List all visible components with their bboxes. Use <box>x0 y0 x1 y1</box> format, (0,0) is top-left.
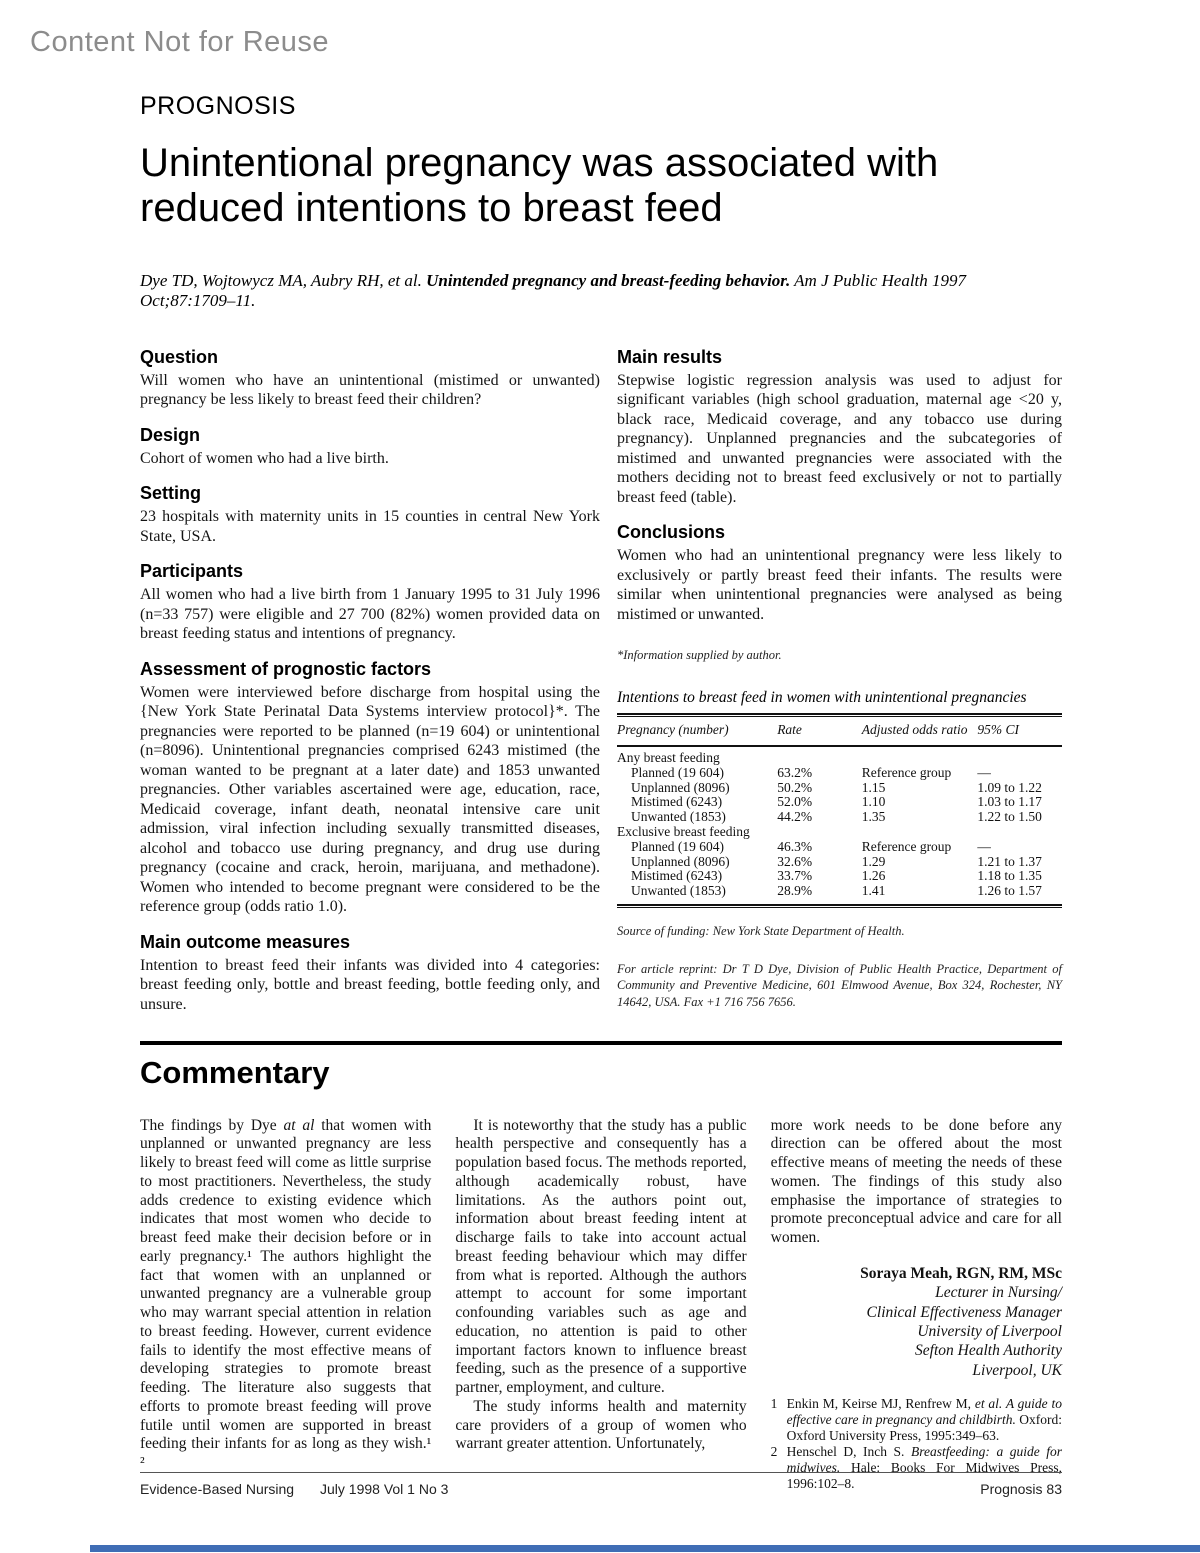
abstract-right-column <box>617 347 1062 1015</box>
cell-ci: 1.09 to 1.22 <box>977 779 1042 795</box>
cell-ci: 1.18 to 1.35 <box>977 868 1042 884</box>
results-body: Stepwise logistic regression analysis was used to adjust for significant variables (high school graduation, maternal age <20 y, black race, Medicaid coverage, and any tobacco use during pregnancy). Unplanned pregnancies and the subcategories of mistimed and unwanted pregnancies were associated with the mothers deciding not to breast feed exclusively or not to partially breast feed (table). <box>617 371 1062 506</box>
commentary-italic: at al <box>283 1116 315 1134</box>
reference-title-italic: et al. A guide to effective care in pregnancy and childbirth. <box>786 1396 1062 1428</box>
reference-publisher: Hale: Books For Midwives Press, 1996:102–8. <box>786 1459 1062 1491</box>
commentary-columns <box>140 1117 1062 1492</box>
results-heading: Main results <box>617 346 723 367</box>
commentary-author-block <box>771 1264 1062 1380</box>
table-row <box>617 884 1062 899</box>
table-bottom-rule <box>617 904 1062 908</box>
group-label: Any breast feeding <box>617 746 1062 766</box>
citation-journal: Am J Public Health 1997 Oct;87:1709–11. <box>140 270 967 310</box>
cell-odds: Reference group <box>861 838 952 854</box>
outcome-body: Intention to breast feed their infants was divided into 4 categories: breast feeding only, bottle and breast feeding, bottle feeding only, and unsure. <box>140 956 600 1013</box>
conclusions-body: Women who had an unintentional pregnancy were less likely to exclusively or partly breast feed their infants. The results were similar when unintentional pregnancies were analysed as being mistimed or unwanted. <box>617 547 1062 623</box>
table-header-row <box>617 717 1062 746</box>
cell-rate: 28.9% <box>777 883 813 899</box>
group-label-row <box>617 746 1062 766</box>
table-row <box>617 766 1062 781</box>
cell-rate: 52.0% <box>777 794 813 810</box>
table-row <box>617 855 1062 870</box>
author-name: Soraya Meah, RGN, RM, MSc <box>860 1264 1062 1282</box>
setting-heading: Setting <box>140 483 201 504</box>
commentary-text: The findings by Dye <box>140 1116 284 1134</box>
reference-authors: Henschel D, Inch S. <box>786 1443 911 1459</box>
article <box>140 92 1062 1492</box>
commentary-section <box>140 1041 1062 1492</box>
cell-rate: 46.3% <box>777 838 813 854</box>
commentary-paragraph: It is noteworthy that the study has a public health perspective and consequently has a population based focus. The methods reported, although academically robust, have limitations. As the authors point out, information about breast feeding intent at discharge fails to take into account actual breast feeding behaviour which may differ from what is reported. Although the authors attempt to account for some important confounding variables such as age and education, no attention is paid to other important factors known to influence breast feeding, such as the presence of a supportive partner, employment, and culture. <box>455 1116 747 1397</box>
commentary-heading: Commentary <box>140 1054 330 1090</box>
author-affiliation: University of Liverpool <box>917 1322 1062 1340</box>
reference-title-italic: Breastfeeding: a guide for midwives. <box>786 1443 1062 1475</box>
cell-pregnancy: Unplanned (8096) <box>631 853 730 869</box>
table-body <box>617 746 1062 899</box>
commentary-paragraph: more work needs to be done before any direction can be offered about the most effective means of meeting the needs of these women. The findings of this study also emphasise the importance of strategies to promote preconceptual advice and care for all women. <box>770 1116 1062 1247</box>
cell-pregnancy: Planned (19 604) <box>631 764 724 780</box>
author-footnote: *Information supplied by author. <box>617 648 782 663</box>
participants-body: All women who had a live birth from 1 January 1995 to 31 July 1996 (n=33 757) were eligible and 27 700 (82%) women provided data on breast feeding status and intentions of pregnancy. <box>140 586 600 643</box>
section-kicker: PROGNOSIS <box>140 92 296 120</box>
cell-ci: — <box>977 838 991 854</box>
design-heading: Design <box>140 424 201 445</box>
cell-pregnancy: Unwanted (1853) <box>631 883 726 899</box>
cell-rate: 44.2% <box>777 809 813 825</box>
outcome-heading: Main outcome measures <box>140 931 351 952</box>
cell-ci: 1.26 to 1.57 <box>977 883 1042 899</box>
participants-heading: Participants <box>140 561 244 582</box>
table-row <box>617 795 1062 810</box>
commentary-column-1 <box>140 1117 431 1492</box>
conclusions-heading: Conclusions <box>617 522 726 543</box>
citation-article-title: Unintended pregnancy and breast-feeding behavior. <box>426 270 791 290</box>
author-affiliation: Sefton Health Authority <box>915 1342 1062 1360</box>
cell-rate: 63.2% <box>777 764 813 780</box>
assessment-body: Women were interviewed before discharge from hospital using the {New York State Perinatal Data Systems interview protocol}*. The pregnancies were reported to be planned (n=19 604) or unintentional (n=8096). Unintentional pregnancies comprised 6243 mistimed (the woman wanted to be pregnant at a later date) and 1853 unwanted pregnancies. Other variables ascertained were age, education, race, Medicaid coverage, infant death, neonatal intensive care unit admission, viral infection including sexually transmitted diseases, alcohol and tobacco use during pregnancy, and drug use during pregnancy (cocaine and crack, heroin, marijuana, and methadone). Women who intended to become pregnant were considered to be the reference group (odds ratio 1.0). <box>140 683 600 916</box>
cell-pregnancy: Planned (19 604) <box>631 838 724 854</box>
table-row <box>617 781 1062 796</box>
design-body: Cohort of women who had a live birth. <box>140 449 389 467</box>
page-footer <box>140 1472 1062 1497</box>
commentary-paragraph: The study informs health and maternity care providers of a group of women who warrant greater attention. Unfortunately, <box>455 1397 747 1453</box>
col-header-pregnancy: Pregnancy (number) <box>617 722 729 738</box>
footer-divider <box>140 1472 1062 1473</box>
reference-number: 2 <box>770 1443 778 1459</box>
setting-body: 23 hospitals with maternity units in 15 counties in central New York State, USA. <box>140 508 600 545</box>
commentary-top-rule <box>140 1041 1062 1045</box>
commentary-paragraph <box>140 1117 431 1473</box>
col-header-ci: 95% CI <box>977 722 1020 738</box>
cell-rate: 50.2% <box>777 779 813 795</box>
cell-ci: — <box>977 764 991 780</box>
watermark: Content Not for Reuse <box>30 26 330 58</box>
author-role: Clinical Effectiveness Manager <box>866 1303 1062 1321</box>
article-title: Unintentional pregnancy was associated with reduced intentions to breast feed <box>140 141 939 230</box>
table-row <box>617 869 1062 884</box>
citation <box>140 271 1062 311</box>
cell-odds: Reference group <box>861 764 952 780</box>
table-header <box>617 717 1062 746</box>
author-role: Lecturer in Nursing/ <box>935 1284 1062 1302</box>
cell-odds: 1.29 <box>861 853 886 869</box>
bottom-accent-bar <box>90 1545 1200 1552</box>
cell-odds: 1.35 <box>861 809 886 825</box>
commentary-column-2 <box>455 1117 746 1492</box>
cell-ci: 1.03 to 1.17 <box>977 794 1042 810</box>
reference-text <box>787 1396 1062 1444</box>
reference-item <box>771 1396 1062 1444</box>
cell-pregnancy: Mistimed (6243) <box>631 868 723 884</box>
footer-issue-info: July 1998 Vol 1 No 3 <box>320 1481 449 1497</box>
cell-rate: 33.7% <box>777 868 813 884</box>
funding-note: Source of funding: New York State Department of Health. <box>617 924 905 939</box>
results-table <box>617 717 1062 899</box>
question-body: Will women who have an unintentional (mistimed or unwanted) pregnancy be less likely to breast feed their children? <box>140 371 600 409</box>
cell-pregnancy: Unplanned (8096) <box>631 779 730 795</box>
reference-authors: Enkin M, Keirse MJ, Renfrew M, <box>786 1396 975 1412</box>
cell-odds: 1.10 <box>861 794 886 810</box>
cell-pregnancy: Unwanted (1853) <box>631 809 726 825</box>
cell-pregnancy: Mistimed (6243) <box>631 794 723 810</box>
question-heading: Question <box>140 346 219 367</box>
cell-ci: 1.22 to 1.50 <box>977 809 1042 825</box>
table-row <box>617 840 1062 855</box>
cell-odds: 1.15 <box>861 779 886 795</box>
group-label: Exclusive breast feeding <box>617 824 750 840</box>
citation-authors: Dye TD, Wojtowycz MA, Aubry RH, et al. <box>140 270 427 290</box>
group-label-row <box>617 825 1062 840</box>
reference-publisher: Oxford: Oxford University Press, 1995:349–63. <box>786 1412 1062 1443</box>
cell-rate: 32.6% <box>777 853 813 869</box>
reference-number: 1 <box>770 1396 778 1412</box>
abstract-left-column <box>140 347 600 1015</box>
col-header-rate: Rate <box>777 722 802 738</box>
footer-page-number: Prognosis 83 <box>980 1481 1062 1497</box>
assessment-heading: Assessment of prognostic factors <box>140 658 432 679</box>
footer-row <box>140 1481 1062 1497</box>
cell-ci: 1.21 to 1.37 <box>977 853 1042 869</box>
col-header-odds: Adjusted odds ratio <box>861 722 968 738</box>
commentary-text: that women with unplanned or unwanted pregnancy are less likely to breast feed will come as little surprise to most practitioners. Nevertheless, the study adds credence to existing evidence which indicates that most women who decide to breast feed make their decision before or in early pregnancy.¹ The authors highlight the fact that women with an unplanned or unwanted pregnancy are a vulnerable group who may warrant special attention in relation to breast feeding. However, current evidence fails to identify the most effective means of developing strategies to promote breast feeding. The literature also suggests that efforts to promote breast feeding will prove futile until women are supported in breast feeding their infants for as long as they wish.¹ ² <box>140 1116 432 1472</box>
abstract <box>140 347 1062 1015</box>
table-row <box>617 810 1062 825</box>
cell-odds: 1.26 <box>861 868 886 884</box>
cell-odds: 1.41 <box>861 883 886 899</box>
commentary-column-3 <box>771 1117 1062 1492</box>
reprint-note: For article reprint: Dr T D Dye, Division of Public Health Practice, Department of Community and Preventive Medicine, 601 Elmwood Avenue, Box 324, Rochester, NY 14642, USA. Fax +1 716 756 7656. <box>617 962 1062 1009</box>
author-location: Liverpool, UK <box>972 1361 1062 1379</box>
table-title: Intentions to breast feed in women with unintentional pregnancies <box>617 689 1027 707</box>
footer-journal-name: Evidence-Based Nursing <box>140 1481 295 1497</box>
